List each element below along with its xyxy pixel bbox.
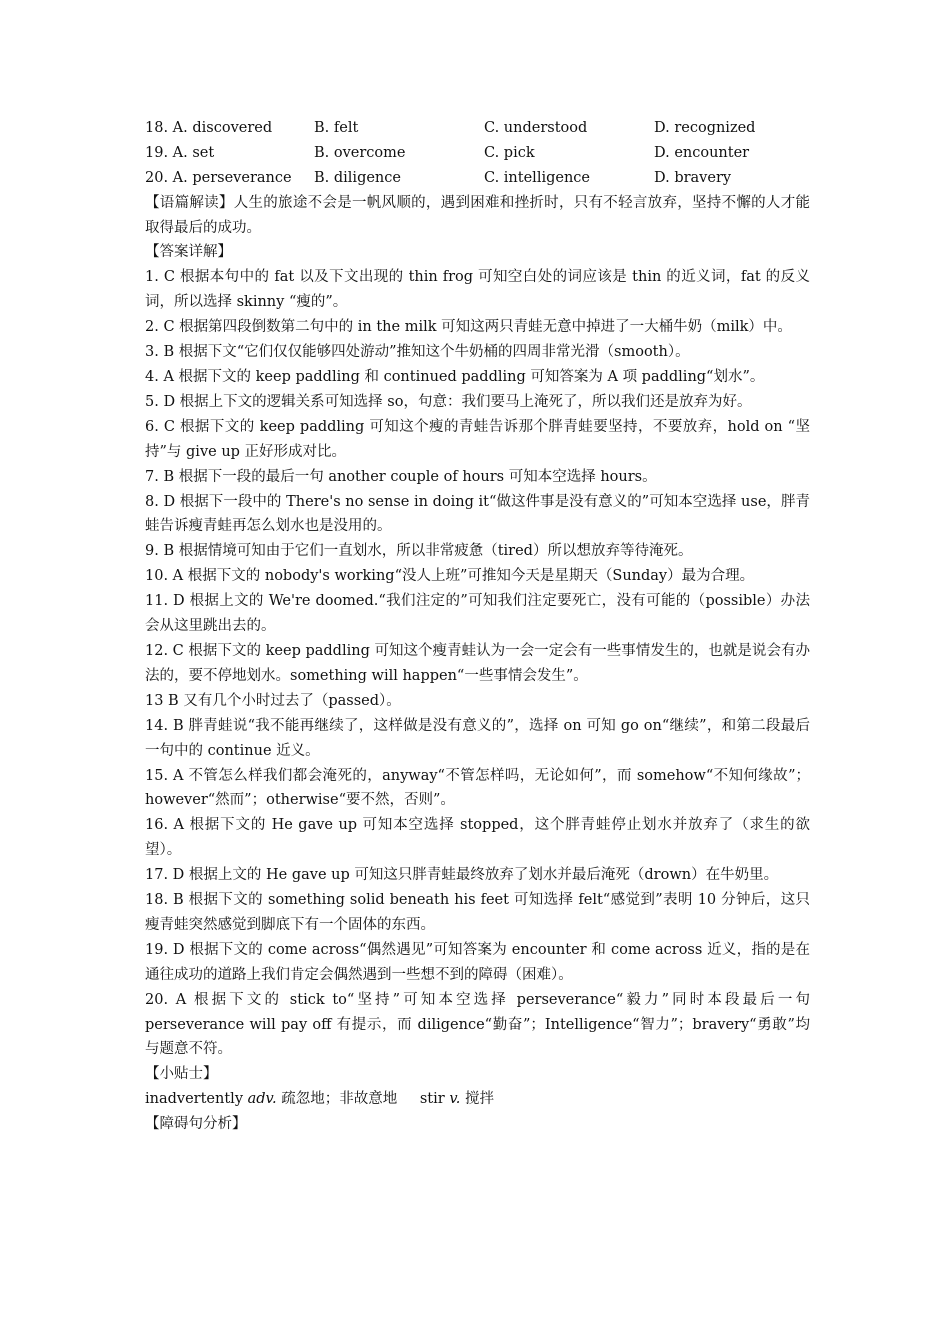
answer-item: 11. D 根据上文的 We're doomed.“我们注定的”可知我们注定要死亡，没有可能的（possible）办法会从这里跳出去的。 [145,593,810,635]
answer-item: 16. A 根据下文的 He gave up 可知本空选择 stopped，这个胖青蛙停止划水并放弃了（求生的欲望）。 [145,817,810,859]
answer-item: 4. A 根据下文的 keep paddling 和 continued paddling 可知答案为 A 项 paddling“划水”。 [145,369,765,386]
answer-item: 20. A 根据下文的 stick to“坚持”可知本空选择 perseverance“毅力”同时本段最后一句 perseverance will pay off 有提示，而 diligence“勤奋”；Intelligence“智力”；bravery“勇敢”均与题意不符。 [145,991,810,1058]
answer-item: 6. C 根据下文的 keep paddling 可知这个瘦的青蛙告诉那个胖青蛙要坚持，不要放弃，hold on “坚持”与 give up 正好形成对比。 [145,418,810,460]
answers-heading: 【答案详解】 [145,244,232,261]
analysis-heading: 【障碍句分析】 [145,1116,247,1133]
option-a: 20. A. perseverance [145,169,292,186]
option-b: B. overcome [314,144,406,161]
answer-item: 7. B 根据下一段的最后一句 another couple of hours 可知本空选择 hours。 [145,468,657,485]
answer-item: 12. C 根据下文的 keep paddling 可知这个瘦青蛙认为一会一定会有一些事情发生的，也就是说会有办法的，要不停地划水。something will happen“一些事情会发生”。 [145,642,810,684]
option-b: B. diligence [314,169,401,186]
option-c: C. intelligence [484,169,590,186]
tip-meaning: 搅拌 [465,1091,495,1108]
tip-pos: adv. [247,1091,277,1108]
tip-word: stir [419,1091,445,1108]
answer-item: 2. C 根据第四段倒数第二句中的 in the milk 可知这两只青蛙无意中掉进了一大桶牛奶（milk）中。 [145,319,792,336]
document-page [145,116,810,1137]
options-row-18 [145,116,810,141]
answer-item: 8. D 根据下一段中的 There's no sense in doing it“做这件事是没有意义的”可知本空选择 use，胖青蛙告诉瘦青蛙再怎么划水也是没用的。 [145,493,810,535]
options-row-20 [145,166,810,191]
answer-item: 17. D 根据上文的 He gave up 可知这只胖青蛙最终放弃了划水并最后淹死（drown）在牛奶里。 [145,867,779,884]
option-c: C. pick [484,144,535,161]
options-row-19 [145,141,810,166]
option-b: B. felt [314,120,359,136]
option-d: D. encounter [654,144,750,161]
answer-item: 15. A 不管怎么样我们都会淹死的，anyway“不管怎样吗，无论如何”，而 somehow“不知何缘故”；however“然而”；otherwise“要不然，否则”。 [145,767,810,809]
answer-item: 10. A 根据下文的 nobody's working“没人上班”可推知今天是星期天（Sunday）最为合理。 [145,568,755,585]
answer-item: 1. C 根据本句中的 fat 以及下文出现的 thin frog 可知空白处的词应该是 thin 的近义词，fat 的反义词，所以选择 skinny “瘦的”。 [145,269,810,311]
answer-item: 18. B 根据下文的 something solid beneath his feet 可知选择 felt“感觉到”表明 10 分钟后，这只瘦青蛙突然感觉到脚底下有一个固体的东西。 [145,892,810,933]
option-c: C. understood [484,120,588,136]
tip-pos: v. [449,1091,461,1108]
option-d: D. bravery [654,169,732,186]
vocab-tips [145,1087,810,1112]
tip-meaning: 疏忽地；非故意地 [281,1091,398,1108]
passage-summary: 【语篇解读】人生的旅途不会是一帆风顺的，遇到困难和挫折时，只有不轻言放弃，坚持不懈的人才能取得最后的成功。 [145,194,810,236]
answer-item: 5. D 根据上下文的逻辑关系可知选择 so，句意：我们要马上淹死了，所以我们还是放弃为好。 [145,393,752,410]
answer-item: 13 B 又有几个小时过去了（passed）。 [145,692,401,709]
answer-item: 9. B 根据情境可知由于它们一直划水，所以非常疲惫（tired）所以想放弃等待淹死。 [145,543,693,560]
answer-item: 3. B 根据下文“它们仅仅能够四处游动”推知这个牛奶桶的四周非常光滑（smooth）。 [145,344,690,361]
option-a: 18. A. discovered [145,120,273,136]
answer-item: 19. D 根据下文的 come across“偶然遇见”可知答案为 encounter 和 come across 近义，指的是在通往成功的道路上我们肯定会偶然遇到一些想不到的障碍（困难）。 [145,941,810,983]
option-a: 19. A. set [145,144,215,161]
tip-word: inadvertently [145,1091,244,1108]
option-d: D. recognized [654,120,756,136]
answer-item: 14. B 胖青蛙说“我不能再继续了，这样做是没有意义的”，选择 on 可知 go on“继续”，和第二段最后一句中的 continue 近义。 [145,717,810,759]
tips-heading: 【小贴士】 [145,1066,218,1083]
